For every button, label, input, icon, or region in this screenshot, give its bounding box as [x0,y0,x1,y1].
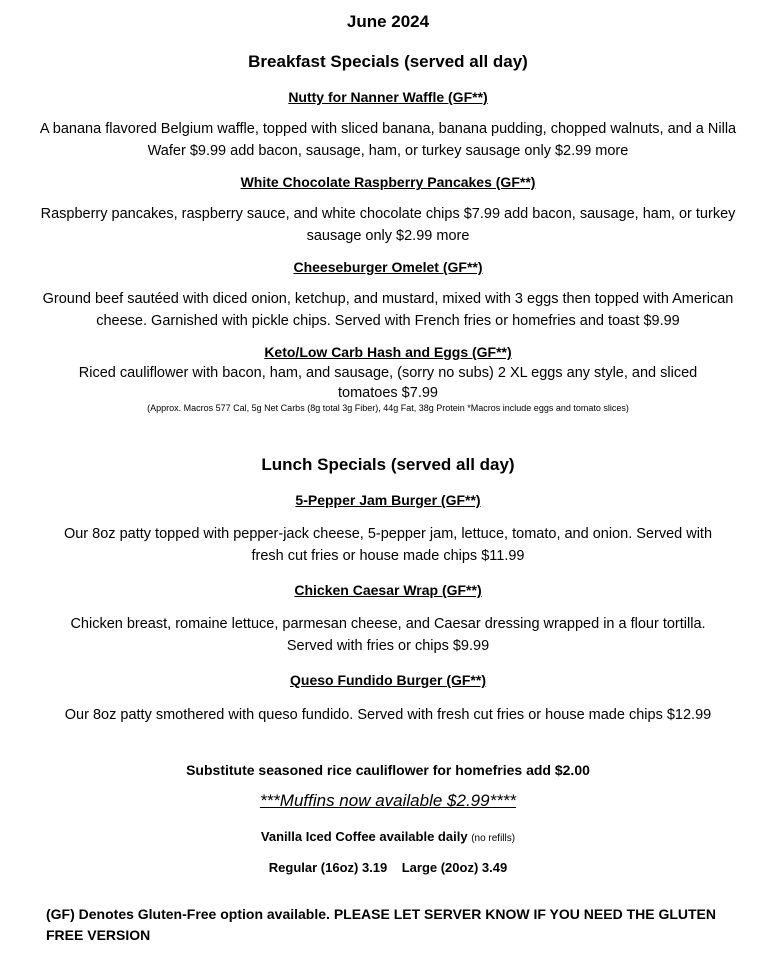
item-description: Raspberry pancakes, raspberry sauce, and white chocolate chips $7.99 add bacon, sausage, ham, or turkey sausage only $2.99 more [40,206,736,244]
item-title: Queso Fundido Burger (GF**) [290,672,486,688]
month-heading: June 2024 [346,12,430,31]
muffins-note: ***Muffins now available $2.99**** [259,791,517,810]
lunch-heading: Lunch Specials (served all day) [261,455,515,474]
item-description: A banana flavored Belgium waffle, topped with sliced banana, banana pudding, chopped walnuts, and a Nilla Wafer $9.99 add bacon, sausage, ham, or turkey sausage only $2.99 more [39,121,737,159]
item-description: Our 8oz patty topped with pepper-jack cheese, 5-pepper jam, lettuce, tomato, and onion. Served with fresh cut fries or house made chips $11.99 [63,526,713,564]
item-description: Chicken breast, romaine lettuce, parmesan cheese, and Caesar dressing wrapped in a flour tortilla. Served with fries or chips $9.99 [70,616,706,654]
item-title: White Chocolate Raspberry Pancakes (GF**) [240,174,536,190]
item-description: Ground beef sautéed with diced onion, ketchup, and mustard, mixed with 3 eggs then topped with American cheese. Garnished with pickle chips. Served with French fries or homefries and toast $9.99 [42,291,734,329]
item-title: Nutty for Nanner Waffle (GF**) [288,89,488,105]
coffee-refill-note: (no refills) [471,833,516,844]
item-title: Keto/Low Carb Hash and Eggs (GF**) [264,344,512,360]
item-description: Riced cauliflower with bacon, ham, and sausage, (sorry no subs) 2 XL eggs any style, and sliced tomatoes $7.99 [78,365,698,401]
item-title: Chicken Caesar Wrap (GF**) [294,582,482,598]
breakfast-heading: Breakfast Specials (served all day) [248,52,528,71]
coffee-label: Vanilla Iced Coffee available daily [260,829,468,844]
macros-note: (Approx. Macros 577 Cal, 5g Net Carbs (8g total 3g Fiber), 44g Fat, 38g Protein *Macros include eggs and tomato slices) [147,403,629,413]
coffee-sizes: Regular (16oz) 3.19 Large (20oz) 3.49 [268,860,508,875]
item-description: Our 8oz patty smothered with queso fundido. Served with fresh cut fries or house made chips $12.99 [64,707,712,723]
substitute-note: Substitute seasoned rice cauliflower for homefries add $2.00 [186,762,590,778]
gluten-free-footer: (GF) Denotes Gluten-Free option available. PLEASE LET SERVER KNOW IF YOU NEED THE GLUTEN FREE VERSION [46,906,717,943]
item-title: Cheeseburger Omelet (GF**) [293,259,483,275]
coffee-note [0,829,776,844]
item-title: 5-Pepper Jam Burger (GF**) [295,492,481,508]
